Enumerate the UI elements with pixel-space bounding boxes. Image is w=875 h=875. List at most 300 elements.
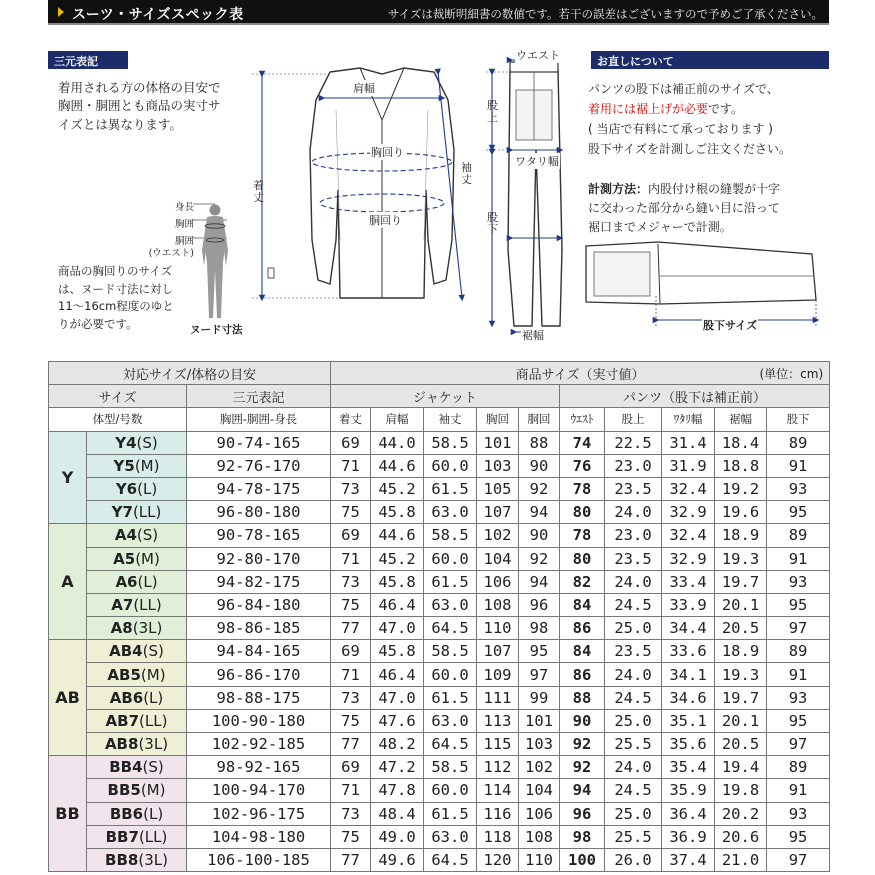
table-cell: 22.5	[605, 431, 662, 454]
table-cell: 35.1	[662, 709, 715, 732]
table-cell: 20.1	[715, 593, 767, 616]
label-chest-measure: 胸回り	[371, 146, 404, 159]
body-dims: 94-78-175	[187, 477, 331, 500]
size-code: BB7(LL)	[87, 825, 187, 848]
table-cell: 24.5	[605, 779, 662, 802]
text-line: 胸囲・胴囲とも商品の実寸サ	[58, 98, 221, 114]
table-cell: 89	[767, 524, 830, 547]
page-title: スーツ・サイズスペック表	[72, 7, 244, 23]
table-cell: 19.2	[715, 477, 767, 500]
table-cell: 19.6	[715, 501, 767, 524]
table-cell: 34.6	[662, 686, 715, 709]
table-cell: 60.0	[424, 454, 477, 477]
table-cell: 71	[331, 454, 371, 477]
table-body	[49, 431, 830, 872]
table-cell: 82	[560, 570, 605, 593]
label-shoulder: 肩幅	[353, 82, 375, 95]
table-cell: 77	[331, 617, 371, 640]
text-line: 着用される方の体格の目安で	[58, 80, 221, 95]
body-type-group: Y	[49, 431, 87, 524]
table-cell: 23.0	[605, 454, 662, 477]
column-header: 股上	[605, 408, 662, 431]
table-row	[49, 501, 830, 524]
table-cell: 106	[477, 570, 519, 593]
table-cell: 80	[560, 547, 605, 570]
table-cell: 20.1	[715, 709, 767, 732]
text-line: 11～16cm程度のゆと	[58, 299, 174, 313]
table-cell: 61.5	[424, 477, 477, 500]
table-cell: 69	[331, 756, 371, 779]
text-line: りが必要です。	[58, 316, 138, 331]
table-cell: 102	[477, 524, 519, 547]
hem-required-note: 着用には裾上げが必要	[588, 102, 709, 116]
body-dims: 98-86-185	[187, 617, 331, 640]
table-row	[49, 779, 830, 802]
table-cell: 71	[331, 779, 371, 802]
table-cell: 24.0	[605, 663, 662, 686]
table-cell: 89	[767, 431, 830, 454]
table-cell: 104	[519, 779, 560, 802]
table-cell: 45.8	[371, 501, 424, 524]
label-pants-waist: ウエスト	[516, 49, 560, 62]
text-span: 内股付け根の縫製が十字	[648, 182, 781, 196]
table-cell: 93	[767, 802, 830, 825]
header-sangen: 三元表記	[187, 385, 331, 408]
table-cell: 26.0	[605, 848, 662, 871]
header-note: サイズは裁断明細書の数値です。若干の誤差はございますので予めご了承ください。	[387, 7, 823, 21]
size-code: BB6(L)	[87, 802, 187, 825]
table-cell: 58.5	[424, 756, 477, 779]
size-code: BB8(3L)	[87, 848, 187, 871]
body-figure	[193, 200, 239, 325]
table-cell: 75	[331, 593, 371, 616]
table-cell: 63.0	[424, 709, 477, 732]
body-labels	[146, 199, 194, 260]
table-cell: 20.5	[715, 617, 767, 640]
size-code: Y5(M)	[87, 454, 187, 477]
header-jacket: ジャケット	[331, 385, 560, 408]
table-cell: 49.6	[371, 848, 424, 871]
table-cell: 69	[331, 431, 371, 454]
table-cell: 95	[519, 640, 560, 663]
table-cell: 88	[560, 686, 605, 709]
table-cell: 31.4	[662, 431, 715, 454]
table-cell: 47.2	[371, 756, 424, 779]
table-cell: 19.3	[715, 663, 767, 686]
table-row	[49, 547, 830, 570]
body-dims: 92-80-170	[187, 547, 331, 570]
table-cell: 33.6	[662, 640, 715, 663]
table-cell: 33.9	[662, 593, 715, 616]
table-row	[49, 733, 830, 756]
body-dims: 96-84-180	[187, 593, 331, 616]
table-cell: 61.5	[424, 802, 477, 825]
text-line: 商品の胸回りのサイズ	[58, 264, 173, 278]
alteration-text	[588, 79, 791, 159]
body-dims: 94-82-175	[187, 570, 331, 593]
table-cell: 23.5	[605, 477, 662, 500]
table-cell: 78	[560, 524, 605, 547]
column-header: 胸回	[477, 408, 519, 431]
table-row	[49, 686, 830, 709]
table-cell: 44.6	[371, 454, 424, 477]
table-row	[49, 640, 830, 663]
table-cell: 71	[331, 663, 371, 686]
table-cell: 91	[767, 454, 830, 477]
table-cell: 25.0	[605, 802, 662, 825]
column-header: ﾜﾀﾘ幅	[662, 408, 715, 431]
text-line: 股下サイズを計測しご注文ください。	[588, 142, 792, 156]
table-cell: 36.9	[662, 825, 715, 848]
table-cell: 34.1	[662, 663, 715, 686]
table-cell: 63.0	[424, 825, 477, 848]
table-row	[49, 454, 830, 477]
table-cell: 84	[560, 593, 605, 616]
table-row	[49, 570, 830, 593]
arrow-icon	[58, 7, 64, 17]
table-cell: 18.4	[715, 431, 767, 454]
table-cell: 24.0	[605, 756, 662, 779]
table-cell: 58.5	[424, 524, 477, 547]
table-cell: 95	[767, 709, 830, 732]
table-cell: 91	[767, 663, 830, 686]
table-cell: 108	[477, 593, 519, 616]
table-cell: 58.5	[424, 431, 477, 454]
table-header-1	[49, 362, 830, 385]
table-cell: 115	[477, 733, 519, 756]
table-cell: 98	[560, 825, 605, 848]
table-cell: 90	[519, 524, 560, 547]
body-dims: 98-88-175	[187, 686, 331, 709]
table-cell: 23.5	[605, 547, 662, 570]
table-cell: 20.2	[715, 802, 767, 825]
table-cell: 25.5	[605, 825, 662, 848]
label-hem: 裾幅	[522, 329, 544, 342]
size-code: Y7(LL)	[87, 501, 187, 524]
method-label: 計測方法：	[588, 182, 649, 196]
table-cell: 47.6	[371, 709, 424, 732]
table-cell: 20.5	[715, 733, 767, 756]
table-cell: 19.7	[715, 570, 767, 593]
table-row	[49, 477, 830, 500]
table-cell: 107	[477, 640, 519, 663]
table-cell: 113	[477, 709, 519, 732]
header-dims: 胸囲-胴囲-身長	[187, 408, 331, 431]
table-cell: 91	[767, 779, 830, 802]
table-cell: 109	[477, 663, 519, 686]
garment-diagram	[240, 40, 580, 350]
table-cell: 77	[331, 733, 371, 756]
table-cell: 61.5	[424, 570, 477, 593]
table-cell: 94	[519, 570, 560, 593]
body-dims: 96-86-170	[187, 663, 331, 686]
table-header-3	[49, 408, 830, 431]
table-cell: 110	[519, 848, 560, 871]
table-cell: 35.6	[662, 733, 715, 756]
table-cell: 112	[477, 756, 519, 779]
table-cell: 74	[560, 431, 605, 454]
table-cell: 49.0	[371, 825, 424, 848]
table-cell: 71	[331, 547, 371, 570]
table-cell: 48.2	[371, 733, 424, 756]
table-cell: 99	[519, 686, 560, 709]
table-cell: 47.8	[371, 779, 424, 802]
table-cell: 80	[560, 501, 605, 524]
table-cell: 18.9	[715, 524, 767, 547]
table-cell: 106	[519, 802, 560, 825]
table-cell: 34.4	[662, 617, 715, 640]
size-code: A4(S)	[87, 524, 187, 547]
table-cell: 75	[331, 501, 371, 524]
column-header: 胴回	[519, 408, 560, 431]
unit-label: (単位：cm)	[759, 367, 824, 381]
table-row	[49, 848, 830, 871]
section-title-alteration: お直しについて	[591, 51, 829, 69]
table-cell: 116	[477, 802, 519, 825]
size-code: BB5(M)	[87, 779, 187, 802]
table-cell: 32.4	[662, 524, 715, 547]
table-cell: 88	[519, 431, 560, 454]
table-cell: 36.4	[662, 802, 715, 825]
table-cell: 118	[477, 825, 519, 848]
table-cell: 92	[560, 756, 605, 779]
table-cell: 64.5	[424, 733, 477, 756]
size-code: AB6(L)	[87, 686, 187, 709]
table-cell: 60.0	[424, 663, 477, 686]
table-cell: 93	[767, 686, 830, 709]
body-dims: 104-98-180	[187, 825, 331, 848]
column-header: ｳｴｽﾄ	[560, 408, 605, 431]
text-line	[588, 180, 780, 199]
table-cell: 32.9	[662, 501, 715, 524]
body-dims: 92-76-170	[187, 454, 331, 477]
label-sleeve: 袖丈	[461, 161, 472, 186]
table-cell: 25.5	[605, 733, 662, 756]
table-cell: 75	[331, 825, 371, 848]
text-line: ( 当店で有料にて承っております )	[588, 122, 773, 136]
table-cell: 103	[477, 454, 519, 477]
body-type-group: AB	[49, 640, 87, 756]
label-waist: 胴囲	[174, 236, 194, 247]
column-header: 肩幅	[371, 408, 424, 431]
header-guide: 対応サイズ/体格の目安	[49, 362, 331, 385]
body-dims: 100-94-170	[187, 779, 331, 802]
table-cell: 86	[560, 617, 605, 640]
table-row	[49, 802, 830, 825]
label-inseam: 股下	[487, 211, 498, 236]
table-cell: 19.8	[715, 779, 767, 802]
table-cell: 35.4	[662, 756, 715, 779]
table-row	[49, 617, 830, 640]
table-cell: 18.9	[715, 640, 767, 663]
table-cell: 104	[477, 547, 519, 570]
label-length: 着丈	[253, 179, 264, 204]
table-cell: 60.0	[424, 779, 477, 802]
table-cell: 18.8	[715, 454, 767, 477]
table-cell: 23.0	[605, 524, 662, 547]
table-cell: 46.4	[371, 663, 424, 686]
table-cell: 105	[477, 477, 519, 500]
label-chest: 胸囲	[174, 219, 194, 230]
size-code: A6(L)	[87, 570, 187, 593]
table-cell: 84	[560, 640, 605, 663]
size-code: AB4(S)	[87, 640, 187, 663]
table-cell: 63.0	[424, 593, 477, 616]
table-cell: 60.0	[424, 547, 477, 570]
table-cell: 120	[477, 848, 519, 871]
table-cell: 73	[331, 570, 371, 593]
table-cell: 96	[519, 593, 560, 616]
table-cell: 92	[519, 547, 560, 570]
body-type-group: BB	[49, 756, 87, 872]
table-cell: 45.2	[371, 477, 424, 500]
nude-note	[58, 263, 174, 333]
table-cell: 110	[477, 617, 519, 640]
header-pants: パンツ（股下は補正前）	[560, 385, 830, 408]
table-cell: 76	[560, 454, 605, 477]
table-row	[49, 756, 830, 779]
label-inseam-size: 股下サイズ	[703, 319, 758, 332]
table-cell: 19.3	[715, 547, 767, 570]
table-cell: 96	[560, 802, 605, 825]
table-cell: 73	[331, 686, 371, 709]
table-row	[49, 593, 830, 616]
table-cell: 63.0	[424, 501, 477, 524]
body-dims: 102-92-185	[187, 733, 331, 756]
label-waist-measure: 胴回り	[369, 214, 402, 227]
table-cell: 48.4	[371, 802, 424, 825]
table-cell: 93	[767, 570, 830, 593]
table-cell: 73	[331, 802, 371, 825]
table-cell: 97	[767, 733, 830, 756]
table-cell: 101	[477, 431, 519, 454]
table-header-2	[49, 385, 830, 408]
table-cell: 44.6	[371, 524, 424, 547]
size-code: AB5(M)	[87, 663, 187, 686]
table-cell: 100	[560, 848, 605, 871]
table-cell: 91	[767, 547, 830, 570]
body-dims: 96-80-180	[187, 501, 331, 524]
label-thigh: ワタリ幅	[515, 155, 559, 168]
column-header: 着丈	[331, 408, 371, 431]
table-cell: 95	[767, 593, 830, 616]
body-type-group: A	[49, 524, 87, 640]
table-row	[49, 663, 830, 686]
table-cell: 32.9	[662, 547, 715, 570]
size-code: A8(3L)	[87, 617, 187, 640]
table-cell: 19.7	[715, 686, 767, 709]
table-cell: 107	[477, 501, 519, 524]
header-body: 体型/号数	[49, 408, 187, 431]
size-code: BB4(S)	[87, 756, 187, 779]
table-cell: 69	[331, 640, 371, 663]
table-cell: 23.5	[605, 640, 662, 663]
table-cell: 90	[519, 454, 560, 477]
text-line	[588, 99, 791, 119]
table-cell: 20.6	[715, 825, 767, 848]
size-code: AB8(3L)	[87, 733, 187, 756]
table-cell: 98	[519, 617, 560, 640]
table-cell: 77	[331, 848, 371, 871]
table-cell: 25.0	[605, 617, 662, 640]
table-cell: 89	[767, 756, 830, 779]
column-header: 股下	[767, 408, 830, 431]
table-cell: 25.0	[605, 709, 662, 732]
table-cell: 73	[331, 477, 371, 500]
table-cell: 108	[519, 825, 560, 848]
table-cell: 94	[560, 779, 605, 802]
text-line: に交わった部分から縫い目に沿って	[588, 201, 780, 215]
table-cell: 31.9	[662, 454, 715, 477]
header-product-label: 商品サイズ（実寸値）	[515, 367, 645, 383]
table-cell: 35.9	[662, 779, 715, 802]
label-waist-sub: (ウエスト)	[148, 248, 194, 259]
size-code: Y6(L)	[87, 477, 187, 500]
table-cell: 61.5	[424, 686, 477, 709]
size-spec-table	[48, 361, 830, 872]
label-height: 身長	[174, 202, 194, 213]
table-row	[49, 709, 830, 732]
section-title-sangen: 三元表記	[48, 51, 128, 69]
table-cell: 21.0	[715, 848, 767, 871]
table-cell: 103	[519, 733, 560, 756]
table-row	[49, 524, 830, 547]
table-cell: 114	[477, 779, 519, 802]
table-cell: 90	[560, 709, 605, 732]
table-cell: 78	[560, 477, 605, 500]
body-dims: 90-74-165	[187, 431, 331, 454]
table-cell: 97	[767, 617, 830, 640]
table-cell: 32.4	[662, 477, 715, 500]
table-cell: 92	[560, 733, 605, 756]
table-cell: 46.4	[371, 593, 424, 616]
sangen-description	[58, 79, 221, 134]
table-cell: 111	[477, 686, 519, 709]
table-cell: 44.0	[371, 431, 424, 454]
text-line: パンツの股下は補正前のサイズで、	[588, 82, 779, 96]
table-cell: 64.5	[424, 617, 477, 640]
table-row	[49, 431, 830, 454]
table-cell: 102	[519, 756, 560, 779]
text-line: は、ヌード寸法に対し	[58, 281, 173, 296]
table-cell: 89	[767, 640, 830, 663]
table-cell: 37.4	[662, 848, 715, 871]
header-bar	[48, 0, 829, 25]
size-code: A7(LL)	[87, 593, 187, 616]
table-cell: 24.0	[605, 570, 662, 593]
label-rise: 股上	[487, 99, 498, 124]
text-line: 裾口までメジャーで計測。	[588, 220, 732, 234]
table-cell: 69	[331, 524, 371, 547]
column-header: 裾幅	[715, 408, 767, 431]
table-cell: 94	[519, 501, 560, 524]
table-row	[49, 825, 830, 848]
table-cell: 24.5	[605, 593, 662, 616]
table-cell: 45.8	[371, 640, 424, 663]
text-line: イズとは異なります。	[58, 116, 182, 132]
size-code: AB7(LL)	[87, 709, 187, 732]
table-cell: 75	[331, 709, 371, 732]
table-cell: 19.4	[715, 756, 767, 779]
body-dims: 102-96-175	[187, 802, 331, 825]
table-cell: 95	[767, 825, 830, 848]
body-dims: 90-78-165	[187, 524, 331, 547]
nude-label: ヌード寸法	[190, 324, 243, 336]
size-code: Y4(S)	[87, 431, 187, 454]
table-cell: 97	[767, 848, 830, 871]
header-product	[331, 362, 830, 385]
table-cell: 95	[767, 501, 830, 524]
